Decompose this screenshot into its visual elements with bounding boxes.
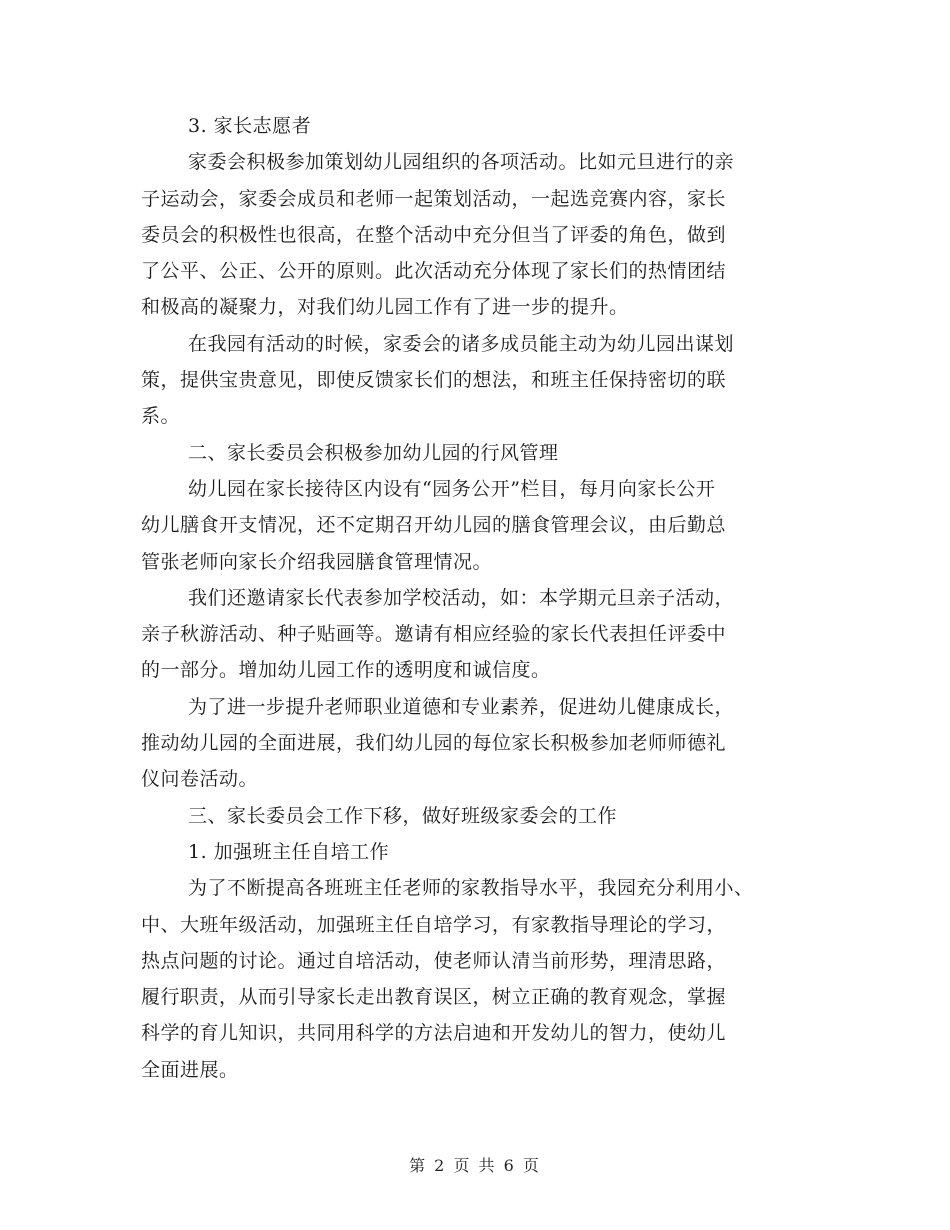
text-line: 幼儿膳食开支情况，还不定期召开幼儿园的膳食管理会议，由后勤总 bbox=[141, 514, 727, 537]
text-line: 仪问卷活动。 bbox=[141, 768, 259, 791]
text-line: 履行职责，从而引导家长走出教育误区，树立正确的教育观念，掌握 bbox=[141, 986, 727, 1009]
text-line: 管张老师向家长介绍我园膳食管理情况。 bbox=[141, 550, 493, 573]
text-line: 子运动会，家委会成员和老师一起策划活动，一起选竞赛内容，家长 bbox=[141, 187, 727, 210]
text-line: 策，提供宝贵意见，即使反馈家长们的想法，和班主任保持密切的联 bbox=[141, 369, 727, 392]
text-line: 我们还邀请家长代表参加学校活动，如：本学期元旦亲子活动， bbox=[188, 586, 735, 609]
text-line: 委员会的积极性也很高，在整个活动中充分但当了评委的角色，做到 bbox=[141, 223, 727, 246]
text-line: 家委会积极参加策划幼儿园组织的各项活动。比如元旦进行的亲 bbox=[188, 151, 735, 174]
text-line: 和极高的凝聚力，对我们幼儿园工作有了进一步的提升。 bbox=[141, 296, 629, 319]
text-line: 全面进展。 bbox=[141, 1058, 239, 1081]
text-line: 幼儿园在家长接待区内设有“园务公开”栏目，每月向家长公开 bbox=[188, 477, 716, 500]
text-line: 三、家长委员会工作下移，做好班级家委会的工作 bbox=[188, 804, 618, 827]
text-line: 为了不断提高各班班主任老师的家教指导水平，我园充分利用小、 bbox=[188, 877, 754, 900]
text-line: 热点问题的讨论。通过自培活动，使老师认清当前形势，理清思路， bbox=[141, 949, 727, 972]
text-line: 中、大班年级活动，加强班主任自培学习，有家教指导理论的学习， bbox=[141, 913, 727, 936]
text-line: 科学的育儿知识，共同用科学的方法启迪和开发幼儿的智力，使幼儿 bbox=[141, 1022, 727, 1045]
text-line: 3. 家长志愿者 bbox=[188, 115, 312, 137]
text-line: 在我园有活动的时候，家委会的诸多成员能主动为幼儿园出谋划 bbox=[188, 332, 735, 355]
text-line: 了公平、公正、公开的原则。此次活动充分体现了家长们的热情团结 bbox=[141, 260, 727, 283]
text-line: 亲子秋游活动、种子贴画等。邀请有相应经验的家长代表担任评委中 bbox=[141, 623, 727, 646]
page-footer: 第 2 页 共 6 页 bbox=[409, 1156, 541, 1175]
text-line: 推动幼儿园的全面进展，我们幼儿园的每位家长积极参加老师师德礼 bbox=[141, 732, 727, 755]
document-body bbox=[141, 108, 811, 1088]
text-line: 的一部分。增加幼儿园工作的透明度和诚信度。 bbox=[141, 659, 551, 682]
text-line: 二、家长委员会积极参加幼儿园的行风管理 bbox=[188, 441, 559, 464]
text-line: 1. 加强班主任自培工作 bbox=[188, 840, 390, 863]
text-line: 系。 bbox=[141, 405, 181, 428]
text-line: 为了进一步提升老师职业道德和专业素养，促进幼儿健康成长， bbox=[188, 695, 735, 718]
